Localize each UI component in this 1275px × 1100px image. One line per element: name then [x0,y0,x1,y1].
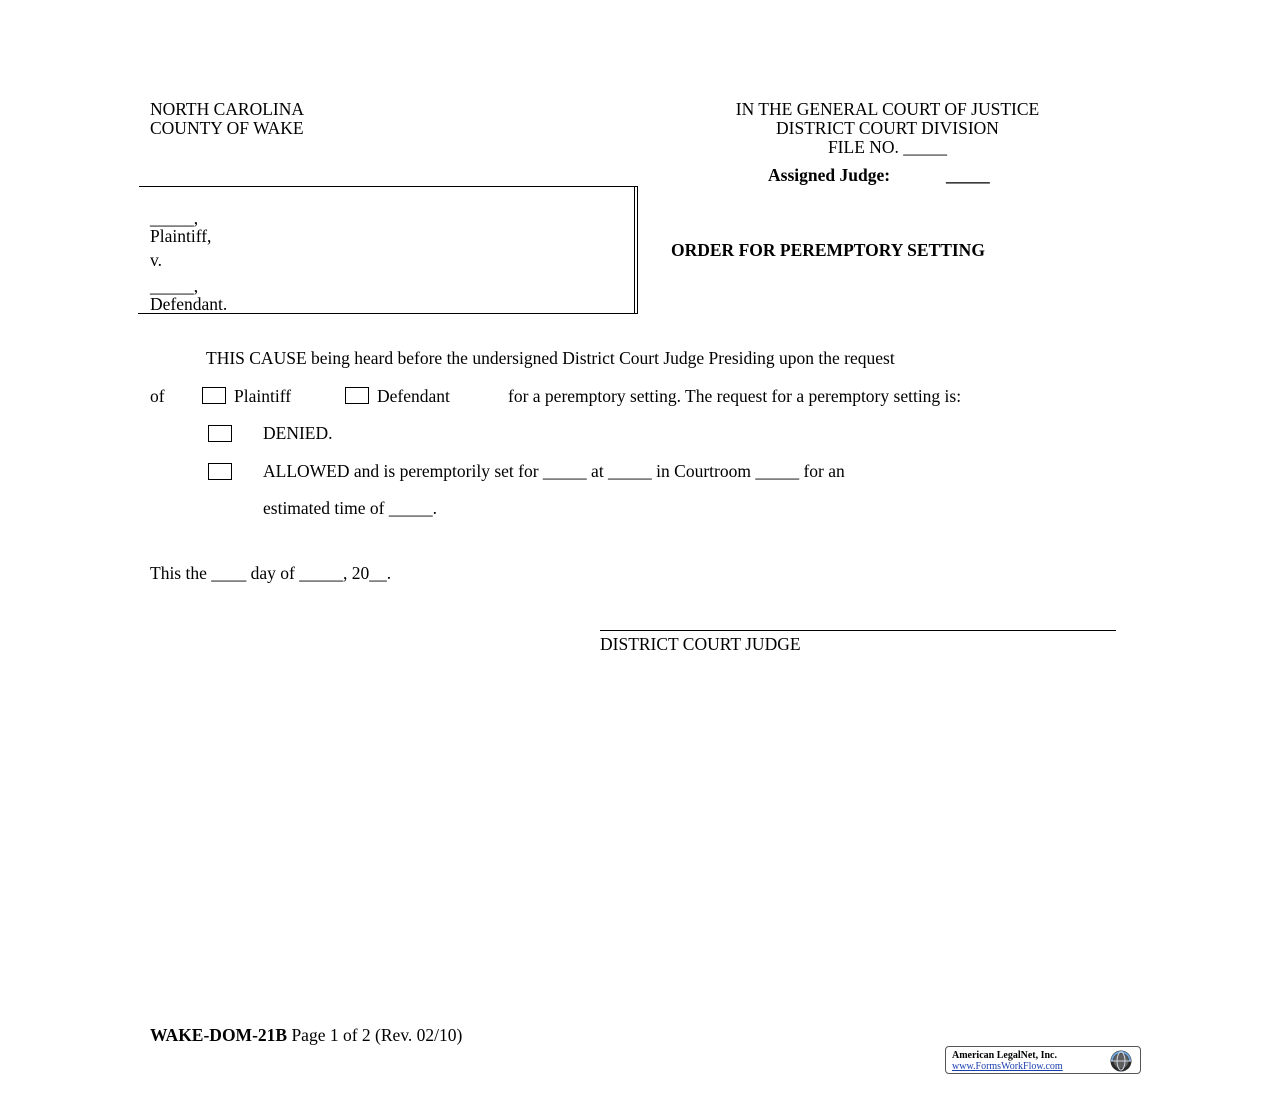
plaintiff-option-label: Plaintiff [234,386,292,406]
assigned-judge-blank: _____ [946,165,990,185]
plaintiff-label: Plaintiff, [150,226,212,246]
request-text: for a peremptory setting. The request for a peremptory setting is: [508,386,962,406]
county-name: COUNTY OF WAKE [150,118,304,138]
allowed-checkbox[interactable] [208,463,232,480]
vendor-logo [945,1046,1141,1074]
assigned-judge-label: Assigned Judge: [768,165,891,185]
court-name: IN THE GENERAL COURT OF JUSTICE [735,99,1040,119]
signature-line [600,630,1116,631]
logo-url[interactable]: www.FormsWorkFlow.com [952,1061,1063,1072]
plaintiff-name-blank: _____, [150,208,199,228]
defendant-option-label: Defendant [377,386,450,406]
document-title: ORDER FOR PEREMPTORY SETTING [671,240,985,260]
estimated-time-text: estimated time of _____. [263,498,437,518]
versus-label: v. [150,250,162,270]
defendant-name-blank: _____, [150,276,199,296]
plaintiff-checkbox[interactable] [202,387,226,404]
defendant-label: Defendant. [150,294,228,314]
intro-paragraph: THIS CAUSE being heard before the undersigned District Court Judge Presiding upon the request [206,348,895,368]
globe-icon [1106,1049,1136,1073]
file-number: FILE NO. _____ [827,137,948,157]
form-id: WAKE-DOM-21B [150,1025,288,1045]
state-name: NORTH CAROLINA [150,99,305,119]
footer-form-info [150,1027,462,1045]
denied-checkbox[interactable] [208,425,232,442]
defendant-checkbox[interactable] [345,387,369,404]
allowed-text: ALLOWED and is peremptorily set for _____ at _____ in Courtroom _____ for an [263,461,845,481]
logo-company-name: American LegalNet, Inc. [952,1050,1057,1061]
page-info: Page 1 of 2 (Rev. 02/10) [291,1025,463,1045]
signature-label: DISTRICT COURT JUDGE [600,634,801,654]
of-label: of [150,386,165,406]
date-line: This the ____ day of _____, 20__. [150,563,392,583]
court-division: DISTRICT COURT DIVISION [776,118,999,138]
denied-label: DENIED. [263,423,333,443]
